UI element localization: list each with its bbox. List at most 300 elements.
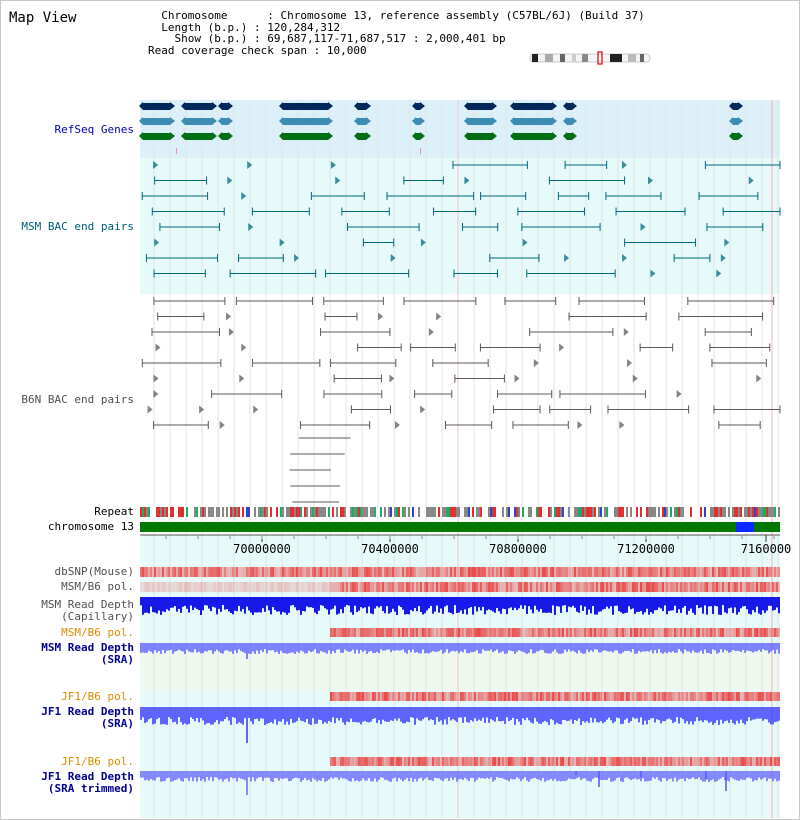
jf1-depth-sra-bar: [368, 707, 370, 722]
jf1-b6-pol-cell: [226, 692, 228, 701]
msm-depth-cap-bar: [492, 597, 494, 611]
gene-exon-block: [222, 103, 228, 110]
jf1-b6-pol-trim-cell: [242, 757, 244, 766]
repeat-block: [382, 507, 384, 517]
jf1-b6-pol-trim-cell: [186, 757, 188, 766]
msm-b6-pol-sra-cell: [346, 628, 348, 637]
jf1-b6-pol-cell: [222, 692, 224, 701]
repeat-block: [770, 507, 772, 517]
msm-depth-cap-bar: [716, 597, 718, 606]
jf1-depth-trim-bar: [428, 771, 430, 780]
dbsnp-cell: [606, 567, 608, 577]
jf1-b6-pol-trim-cell: [154, 757, 156, 766]
msm-b6-pol-sra-cell: [704, 628, 706, 637]
msm-depth-cap-bar: [664, 597, 666, 605]
msm-b6-pol-sra-cell: [538, 628, 540, 637]
msm-b6-pol-sra-cell: [478, 628, 480, 637]
msm-depth-cap-bar: [146, 597, 148, 613]
msm-depth-sra-bar: [762, 643, 764, 649]
msm-depth-cap-bar: [584, 597, 586, 607]
repeat-block: [190, 507, 192, 517]
jf1-b6-pol-cell: [588, 692, 590, 701]
msm-b6-pol-cell: [490, 582, 492, 592]
jf1-b6-pol-trim-cell: [762, 757, 764, 766]
jf1-b6-pol-cell: [276, 692, 278, 701]
dbsnp-cell: [774, 567, 776, 577]
msm-depth-sra-bar: [388, 643, 390, 649]
jf1-b6-pol-trim-cell: [296, 757, 298, 766]
gene-exon-block: [514, 103, 552, 110]
repeat-block: [736, 507, 738, 517]
msm-b6-pol-sra-cell: [422, 628, 424, 637]
dbsnp-cell: [664, 567, 666, 577]
jf1-depth-trim-bar: [650, 771, 652, 781]
msm-depth-cap-bar: [304, 597, 306, 611]
jf1-depth-trim-bar: [230, 771, 232, 777]
msm-depth-cap-bar: [236, 597, 238, 611]
jf1-depth-sra-bar: [152, 707, 154, 724]
msm-b6-pol-sra-cell: [532, 628, 534, 637]
dbsnp-cell: [752, 567, 754, 577]
jf1-depth-sra-bar: [564, 707, 566, 720]
msm-b6-pol-sra-cell: [476, 628, 478, 637]
msm-depth-sra-bar: [532, 643, 534, 654]
msm-b6-pol-sra-cell: [162, 628, 164, 637]
dbsnp-cell: [502, 567, 504, 577]
dbsnp-cell: [288, 567, 290, 577]
track-label-msm-bac[interactable]: MSM BAC end pairs: [21, 220, 134, 233]
jf1-depth-trim-bar: [342, 771, 344, 778]
msm-depth-sra-bar: [190, 643, 192, 652]
msm-depth-sra-bar: [432, 643, 434, 651]
jf1-b6-pol-cell: [760, 692, 762, 701]
jf1-depth-trim-bar: [672, 771, 674, 782]
jf1-depth-trim-bar: [568, 771, 570, 778]
msm-depth-cap-bar: [588, 597, 590, 610]
dbsnp-cell: [742, 567, 744, 577]
jf1-b6-pol-trim-cell: [210, 757, 212, 766]
dbsnp-cell: [548, 567, 550, 577]
jf1-b6-pol-cell: [424, 692, 426, 701]
msm-b6-pol-cell: [720, 582, 722, 592]
info-value: 10,000: [326, 43, 367, 57]
msm-b6-pol-cell: [670, 582, 672, 592]
msm-depth-cap-bar: [640, 597, 642, 611]
msm-b6-pol-cell: [590, 582, 592, 592]
msm-depth-cap-bar: [696, 597, 698, 605]
jf1-b6-pol-trim-cell: [712, 757, 714, 766]
dbsnp-cell: [546, 567, 548, 577]
jf1-depth-sra-bar: [448, 707, 450, 717]
msm-b6-pol-cell: [664, 582, 666, 592]
dbsnp-cell: [234, 567, 236, 577]
repeat-block: [766, 507, 768, 517]
jf1-b6-pol-cell: [408, 692, 410, 701]
jf1-b6-pol-trim-cell: [474, 757, 476, 766]
msm-depth-sra-bar: [364, 643, 366, 650]
jf1-depth-trim-bar: [352, 771, 354, 778]
dbsnp-cell: [508, 567, 510, 577]
jf1-b6-pol-trim-cell: [694, 757, 696, 766]
msm-b6-pol-cell: [772, 582, 774, 592]
msm-b6-pol-sra-cell: [456, 628, 458, 637]
msm-b6-pol-sra-cell: [368, 628, 370, 637]
jf1-b6-pol-cell: [248, 692, 250, 701]
jf1-depth-trim-bar: [294, 771, 296, 778]
repeat-block: [398, 507, 400, 517]
dbsnp-cell: [292, 567, 294, 577]
dbsnp-cell: [200, 567, 202, 577]
dbsnp-cell: [246, 567, 248, 577]
msm-depth-sra-bar: [228, 643, 230, 651]
jf1-b6-pol-trim-cell: [634, 757, 636, 766]
dbsnp-cell: [194, 567, 196, 577]
msm-b6-pol-sra-cell: [164, 628, 166, 637]
info-key: Length (b.p.): [148, 20, 254, 34]
jf1-depth-sra-bar: [284, 707, 286, 725]
jf1-depth-trim-bar: [446, 771, 448, 778]
info-key: Show (b.p.): [148, 32, 254, 45]
msm-depth-cap-bar: [632, 597, 634, 608]
jf1-depth-sra-bar: [548, 707, 550, 725]
jf1-depth-sra-bar: [748, 707, 750, 717]
jf1-depth-trim-bar: [430, 771, 432, 780]
gene-exon-block: [185, 118, 212, 125]
jf1-depth-sra-bar: [750, 707, 752, 721]
track-label-msm-depth-capillary: MSM Read Depth (Capillary): [41, 598, 134, 623]
msm-depth-cap-bar: [576, 597, 578, 612]
jf1-depth-trim-bar: [770, 771, 772, 779]
dbsnp-cell: [538, 567, 540, 577]
msm-depth-sra-bar: [382, 643, 384, 651]
jf1-depth-sra-bar: [294, 707, 296, 722]
msm-b6-pol-cell: [734, 582, 736, 592]
jf1-depth-trim-bar: [736, 771, 738, 780]
jf1-b6-pol-cell: [682, 692, 684, 701]
jf1-b6-pol-trim-cell: [476, 757, 478, 766]
msm-depth-sra-bar: [510, 643, 512, 651]
msm-depth-sra-bar: [192, 643, 194, 652]
jf1-depth-sra-bar: [488, 707, 490, 723]
repeat-block: [538, 507, 540, 517]
msm-b6-pol-sra-cell: [178, 628, 180, 637]
jf1-b6-pol-trim-cell: [536, 757, 538, 766]
jf1-b6-pol-trim-cell: [772, 757, 774, 766]
jf1-depth-trim-bar: [658, 771, 660, 780]
jf1-b6-pol-cell: [614, 692, 616, 701]
msm-b6-pol-cell: [228, 582, 230, 592]
jf1-b6-pol-cell: [560, 692, 562, 701]
dbsnp-cell: [152, 567, 154, 577]
msm-b6-pol-sra-cell: [754, 628, 756, 637]
msm-depth-sra-bar: [212, 643, 214, 654]
repeat-block: [502, 507, 504, 517]
msm-depth-cap-bar: [232, 597, 234, 614]
jf1-b6-pol-trim-cell: [442, 757, 444, 766]
jf1-b6-pol-trim-cell: [710, 757, 712, 766]
msm-b6-pol-cell: [754, 582, 756, 592]
jf1-depth-sra-bar: [492, 707, 494, 720]
repeat-block: [478, 507, 480, 517]
msm-depth-cap-bar: [762, 597, 764, 610]
dbsnp-cell: [556, 567, 558, 577]
msm-b6-pol-cell: [176, 582, 178, 592]
jf1-depth-sra-bar: [146, 707, 148, 722]
msm-depth-sra-bar: [174, 643, 176, 651]
msm-b6-pol-cell: [142, 582, 144, 592]
repeat-block: [314, 507, 316, 517]
msm-b6-pol-sra-cell: [498, 628, 500, 637]
msm-depth-sra-bar: [322, 643, 324, 652]
msm-depth-cap-bar: [260, 597, 262, 613]
jf1-depth-trim-bar: [560, 771, 562, 781]
msm-depth-sra-bar: [714, 643, 716, 651]
jf1-b6-pol-cell: [332, 692, 334, 701]
jf1-depth-sra-bar: [286, 707, 288, 722]
dbsnp-cell: [338, 567, 340, 577]
jf1-b6-pol-cell: [572, 692, 574, 701]
jf1-b6-pol-trim-cell: [156, 757, 158, 766]
msm-b6-pol-sra-cell: [406, 628, 408, 637]
jf1-b6-pol-trim-cell: [426, 757, 428, 766]
msm-depth-cap-bar: [266, 597, 268, 606]
msm-b6-pol-sra-cell: [488, 628, 490, 637]
msm-depth-sra-bar: [262, 643, 264, 652]
jf1-depth-trim-bar: [588, 771, 590, 781]
msm-depth-cap-bar: [710, 597, 712, 606]
msm-b6-pol-sra-cell: [230, 628, 232, 637]
jf1-depth-trim-bar: [548, 771, 550, 780]
dbsnp-cell: [498, 567, 500, 577]
jf1-b6-pol-cell: [680, 692, 682, 701]
jf1-b6-pol-trim-cell: [606, 757, 608, 766]
msm-depth-sra-bar: [334, 643, 336, 653]
jf1-b6-pol-trim-cell: [650, 757, 652, 766]
repeat-block: [712, 507, 714, 517]
msm-depth-sra-bar: [728, 643, 730, 653]
msm-b6-pol-sra-cell: [154, 628, 156, 637]
msm-b6-pol-cell: [642, 582, 644, 592]
dbsnp-cell: [416, 567, 418, 577]
jf1-depth-sra-bar: [702, 707, 704, 722]
jf1-depth-trim-bar: [692, 771, 694, 777]
msm-depth-cap-bar: [298, 597, 300, 610]
msm-depth-cap-bar: [184, 597, 186, 606]
jf1-depth-sra-bar: [428, 707, 430, 720]
jf1-b6-pol-trim-cell: [346, 757, 348, 766]
jf1-depth-trim-bar: [490, 771, 492, 777]
track-label-b6n-bac[interactable]: B6N BAC end pairs: [21, 393, 134, 406]
jf1-b6-pol-cell: [634, 692, 636, 701]
jf1-b6-pol-cell: [736, 692, 738, 701]
msm-depth-sra-bar: [504, 643, 506, 654]
jf1-b6-pol-trim-cell: [720, 757, 722, 766]
repeat-block: [334, 507, 336, 517]
msm-depth-sra-bar: [702, 643, 704, 654]
msm-b6-pol-sra-cell: [296, 628, 298, 637]
repeat-block: [308, 507, 310, 517]
msm-depth-cap-bar: [690, 597, 692, 609]
jf1-depth-trim-bar: [180, 771, 182, 781]
repeat-block: [614, 507, 616, 517]
msm-depth-sra-bar: [506, 643, 508, 653]
jf1-depth-trim-bar: [424, 771, 426, 779]
jf1-b6-pol-cell: [170, 692, 172, 701]
jf1-b6-pol-trim-cell: [768, 757, 770, 766]
jf1-depth-sra-bar: [206, 707, 208, 723]
msm-b6-pol-cell: [718, 582, 720, 592]
msm-depth-cap-bar: [772, 597, 774, 611]
msm-depth-cap-bar: [740, 597, 742, 608]
track-label-jf1-depth-trimmed: JF1 Read Depth (SRA trimmed): [41, 770, 134, 795]
msm-b6-pol-sra-cell: [462, 628, 464, 637]
repeat-block: [722, 507, 724, 517]
msm-b6-pol-cell: [196, 582, 198, 592]
dbsnp-cell: [290, 567, 292, 577]
msm-depth-sra-bar: [230, 643, 232, 652]
jf1-depth-trim-bar: [554, 771, 556, 779]
repeat-block: [534, 507, 536, 517]
jf1-depth-sra-bar: [380, 707, 382, 724]
msm-depth-sra-bar: [754, 643, 756, 651]
msm-b6-pol-sra-cell: [752, 628, 754, 637]
jf1-b6-pol-cell: [254, 692, 256, 701]
msm-b6-pol-cell: [190, 582, 192, 592]
jf1-depth-sra-bar: [626, 707, 628, 718]
msm-depth-sra-bar: [306, 643, 308, 653]
msm-b6-pol-sra-cell: [528, 628, 530, 637]
repeat-block: [184, 507, 186, 517]
track-label-jf1-b6-pol-trim: JF1/B6 pol.: [61, 755, 134, 768]
msm-depth-sra-bar: [256, 643, 258, 650]
dbsnp-cell: [326, 567, 328, 577]
jf1-b6-pol-cell: [608, 692, 610, 701]
dbsnp-cell: [504, 567, 506, 577]
msm-b6-pol-cell: [412, 582, 414, 592]
msm-b6-pol-cell: [736, 582, 738, 592]
jf1-b6-pol-trim-cell: [472, 757, 474, 766]
msm-depth-cap-bar: [764, 597, 766, 613]
jf1-b6-pol-trim-cell: [728, 757, 730, 766]
jf1-depth-sra-bar: [664, 707, 666, 721]
dbsnp-cell: [694, 567, 696, 577]
repeat-block: [506, 507, 508, 517]
msm-depth-sra-bar: [568, 643, 570, 650]
msm-b6-pol-sra-cell: [396, 628, 398, 637]
jf1-depth-sra-bar: [744, 707, 746, 724]
jf1-b6-pol-trim-cell: [314, 757, 316, 766]
jf1-b6-pol-trim-cell: [498, 757, 500, 766]
jf1-b6-pol-cell: [722, 692, 724, 701]
msm-depth-cap-bar: [622, 597, 624, 614]
msm-b6-pol-sra-cell: [758, 628, 760, 637]
jf1-depth-trim-bar: [628, 771, 630, 779]
msm-b6-pol-cell: [252, 582, 254, 592]
msm-b6-pol-cell: [510, 582, 512, 592]
jf1-b6-pol-cell: [718, 692, 720, 701]
msm-b6-pol-sra-cell: [330, 628, 332, 637]
msm-b6-pol-cell: [496, 582, 498, 592]
jf1-b6-pol-cell: [690, 692, 692, 701]
repeat-block: [606, 507, 608, 517]
msm-b6-pol-cell: [448, 582, 450, 592]
repeat-block: [626, 507, 628, 517]
jf1-depth-trim-bar: [778, 771, 780, 781]
jf1-b6-pol-cell: [670, 692, 672, 701]
repeat-block: [526, 507, 528, 517]
dbsnp-cell: [730, 567, 732, 577]
jf1-depth-sra-bar: [734, 707, 736, 725]
msm-b6-pol-sra-cell: [672, 628, 674, 637]
msm-depth-cap-bar: [570, 597, 572, 607]
msm-b6-pol-sra-cell: [228, 628, 230, 637]
dbsnp-cell: [196, 567, 198, 577]
track-label-refseq[interactable]: RefSeq Genes: [54, 123, 134, 136]
jf1-depth-trim-bar: [630, 771, 632, 780]
msm-depth-cap-bar: [234, 597, 236, 611]
msm-b6-pol-cell: [620, 582, 622, 592]
msm-depth-sra-bar: [604, 643, 606, 650]
jf1-b6-pol-trim-cell: [378, 757, 380, 766]
msm-depth-sra-bar: [654, 643, 656, 650]
msm-depth-sra-bar: [566, 643, 568, 652]
jf1-depth-trim-bar: [538, 771, 540, 780]
msm-depth-cap-bar: [344, 597, 346, 607]
msm-depth-sra-bar: [652, 643, 654, 653]
msm-depth-sra-bar: [152, 643, 154, 654]
msm-depth-cap-bar: [428, 597, 430, 608]
jf1-depth-trim-bar: [600, 771, 602, 780]
jf1-b6-pol-trim-cell: [528, 757, 530, 766]
msm-depth-sra-bar: [292, 643, 294, 652]
msm-b6-pol-sra-cell: [628, 628, 630, 637]
msm-depth-cap-bar: [720, 597, 722, 615]
msm-b6-pol-sra-cell: [658, 628, 660, 637]
jf1-depth-sra-bar: [388, 707, 390, 722]
msm-b6-pol-sra-cell: [644, 628, 646, 637]
msm-b6-pol-sra-cell: [714, 628, 716, 637]
jf1-depth-trim-bar: [244, 771, 246, 780]
jf1-depth-trim-bar: [362, 771, 364, 778]
jf1-depth-sra-bar: [756, 707, 758, 719]
msm-b6-pol-sra-cell: [466, 628, 468, 637]
jf1-depth-trim-bar: [240, 771, 242, 779]
jf1-b6-pol-cell: [244, 692, 246, 701]
jf1-depth-sra-bar: [530, 707, 532, 723]
msm-depth-sra-bar: [250, 643, 252, 654]
jf1-b6-pol-trim-cell: [438, 757, 440, 766]
msm-depth-sra-bar: [730, 643, 732, 652]
msm-depth-sra-bar: [162, 643, 164, 650]
msm-depth-sra-bar: [744, 643, 746, 653]
msm-b6-pol-cell: [306, 582, 308, 592]
jf1-depth-trim-bar: [454, 771, 456, 778]
jf1-b6-pol-trim-cell: [312, 757, 314, 766]
repeat-block: [652, 507, 654, 517]
msm-b6-pol-cell: [192, 582, 194, 592]
msm-b6-pol-sra-cell: [588, 628, 590, 637]
jf1-b6-pol-cell: [556, 692, 558, 701]
jf1-depth-sra-bar: [370, 707, 372, 722]
msm-b6-pol-sra-cell: [292, 628, 294, 637]
jf1-b6-pol-cell: [704, 692, 706, 701]
msm-b6-pol-sra-cell: [542, 628, 544, 637]
repeat-block: [288, 507, 290, 517]
jf1-b6-pol-trim-cell: [480, 757, 482, 766]
jf1-b6-pol-trim-cell: [232, 757, 234, 766]
msm-b6-pol-sra-cell: [518, 628, 520, 637]
msm-depth-cap-bar: [404, 597, 406, 615]
